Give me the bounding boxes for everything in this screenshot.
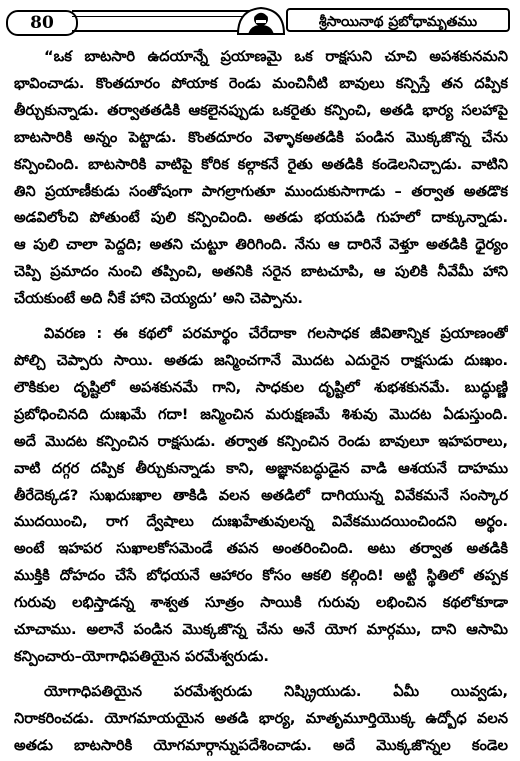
text-line: కన్పించారు–యోగాధిపతియైన పరమేశ్వరుడు. — [14, 647, 269, 665]
paragraph-gap — [14, 671, 508, 679]
header-rule — [72, 16, 250, 17]
text-line: నిరాకరించడు. యోగమాయయైన అతడి భార్య, మాతృమూర్తియొక్క ఉద్బోధ వలన — [14, 709, 508, 727]
paragraph-story — [14, 44, 508, 313]
text-line: అతడు బాటసారికి యోగమార్గాన్నుపదేశించాడు. అదే మొక్కజొన్నల కండెల — [14, 736, 508, 754]
sai-baba-emblem-icon — [234, 4, 288, 38]
text-line: అంటే ఇహపర సుఖాలకోసమెండే తపన అంతరించింది. అటు తర్వాత అతడికి — [14, 540, 508, 558]
text-line: వాటి దగ్గర దప్పిక తీర్చుకున్నాడు కాని, అజ్ఞానబద్ధుడైన వాడి ఆశయనే దాహము — [14, 459, 508, 477]
text-line: లౌకికుల దృష్టిలో అపశకునమే గాని, సాధకుల దృష్టిలో శుభశకునమే. బుద్ధుణ్ణి — [14, 378, 508, 396]
text-line: అడవిలోంచి పోతుంటే పులి కన్పించింది. అతడు భయపడి గుహలో దాక్కున్నాడు. — [14, 209, 508, 227]
text-line: వివరణ : ఈ కథలో పరమార్థం చేరేదాకా గలసాధక జీవితాన్నిక ప్రయాణంతో — [44, 325, 508, 343]
text-line: తీర్చుకున్నాడు. తర్వాతతడికి ఆకలైనప్పుడు ఒకరైతు కన్పించి, అతడి భార్య సలహాపై — [14, 101, 508, 119]
page-header — [6, 4, 514, 36]
text-line: ప్రబోధించినది దుఃఖమే గదా! జన్మించిన మరుక్షణమే శిశువు మొదట ఏడుస్తుంది. — [14, 405, 508, 423]
text-line: బాటసారికి అన్నం పెట్టాడు. కొంతదూరం వెళ్ళాకఅతడికి పండిన మొక్కజొన్న చేను — [14, 128, 508, 146]
header-rule — [72, 30, 250, 32]
text-line: భావించాడు. కొంతదూరం పోయాక రెండు మంచినీటి బావులు కన్పిస్తే తన దప్పిక — [14, 74, 508, 92]
paragraph-continuation — [14, 679, 508, 760]
text-line: యోగాధిపతియైన పరమేశ్వరుడు నిష్క్రియుడు. ఏమీ యివ్వడు, — [44, 682, 508, 700]
text-line: ముక్తికి దోహదం చేసే బోధయనే ఆహారం కోసం ఆకలి కల్గింది! అట్టి స్థితిలో తప్పక — [14, 567, 508, 585]
text-line: అదే మొదట కన్పించిన రాక్షసుడు. తర్వాత కన్పించిన రెండు బావులూ ఇహపరాలు, — [14, 432, 508, 450]
text-line: పోల్చి చెప్పారు సాయి. అతడు జన్మించగానే మొదట ఎదురైన రాక్షసుడు దుఃఖం. — [14, 351, 508, 369]
text-line: గురువు లభిస్తాడన్న శాశ్వత సూత్రం సాయికి గురువు లభించిన కథలోకూడా — [14, 594, 508, 612]
header-rule — [72, 10, 250, 12]
text-line: చెప్పి ప్రమాదం నుంచి తప్పించి, అతనికి సరైన బాటచూపి, ఆ పులికి నీవేమీ హాని — [14, 263, 508, 281]
paragraph-explanation — [14, 321, 508, 671]
text-line: ముదయించి, రాగ ద్వేషాలు దుఃఖహేతువులన్న వివేకముదయించిందని అర్థం. — [14, 513, 508, 531]
text-line: “ఒక బాటసారి ఉదయాన్నే ప్రయాణమై ఒక రాక్షసుని చూచి అపశకునమని — [44, 48, 508, 65]
text-line: చేయకుంటే అది నీకే హాని చెయ్యదు’ అని చెప్పాను. — [14, 290, 303, 308]
text-line: తీరేదెక్కడ? సుఖదుఃఖాల తాకిడి వలన అతడిలో దాగియున్న వివేకమనే సంస్కార — [14, 486, 508, 504]
text-line: ఆ పులి చాలా పెద్దది; అతని చుట్టూ తిరిగింది. నేను ఆ దారినే వెళ్తూ అతడికి ధైర్యం — [14, 236, 508, 254]
page-number: 80 — [6, 10, 78, 36]
text-line: చూచాము. అలానే పండిన మొక్కజొన్న చేను అనే యోగ మార్గము, దాని ఆసామి — [14, 621, 508, 639]
page-body — [14, 44, 508, 760]
paragraph-gap — [14, 313, 508, 321]
book-title: శ్రీసాయినాథ ప్రబోధామృతము — [286, 8, 510, 32]
text-line: కన్పించింది. బాటసారికి వాటిపై కోరిక కల్గాకనే రైతు అతడికి కండెలనిచ్చాడు. వాటిని — [14, 155, 508, 173]
text-line: తిని ప్రయాణీకుడు సంతోషంగా పాగల్రాగుతూ ముందుకుసాగాడు – తర్వాత అతడొక — [14, 182, 508, 200]
